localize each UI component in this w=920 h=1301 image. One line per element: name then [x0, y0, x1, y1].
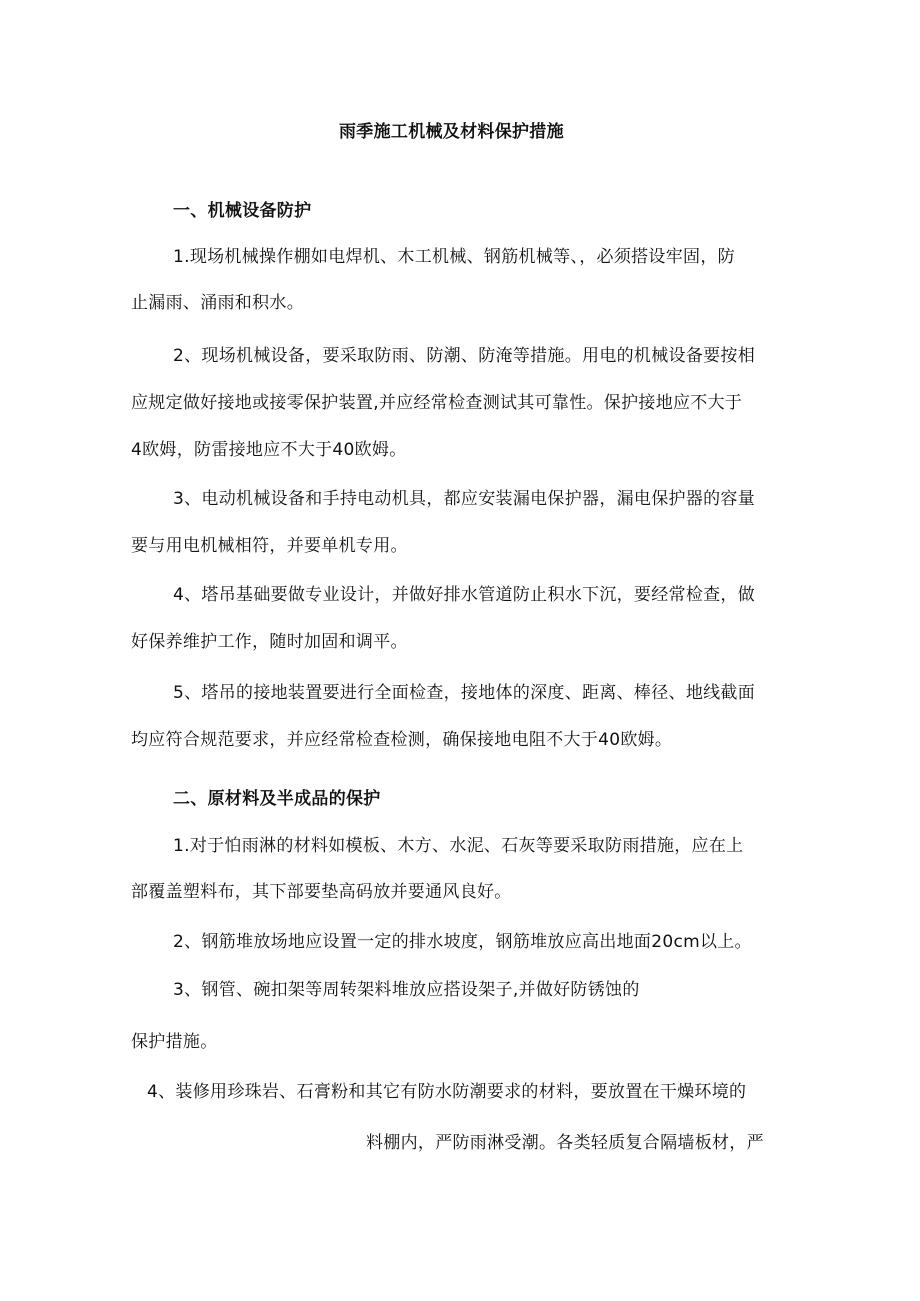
paragraph-line: 3、钢管、碗扣架等周转架料堆放应搭设架子,并做好防锈蚀的: [173, 980, 640, 1000]
paragraph-line: 2、钢筋堆放场地应设置一定的排水坡度，钢筋堆放应高出地面20cm以上。: [173, 932, 752, 952]
document-title: 雨季施工机械及材料保护措施: [339, 122, 564, 142]
paragraph-line: 部覆盖塑料布，其下部要垫高码放并要通风良好。: [131, 882, 512, 902]
paragraph-line: 4欧姆，防雷接地应不大于40欧姆。: [131, 440, 407, 460]
paragraph-line: 4、塔吊基础要做专业设计，并做好排水管道防止积水下沉，要经常检查，做: [173, 585, 756, 605]
paragraph-line: 3、电动机械设备和手持电动机具，都应安装漏电保护器，漏电保护器的容量: [173, 489, 756, 509]
section-heading-machinery: 一、机械设备防护: [173, 201, 312, 221]
paragraph-line: 1.现场机械操作棚如电焊机、木工机械、钢筋机械等、，必须搭设牢固，防: [173, 247, 735, 267]
paragraph-line: 止漏雨、涌雨和积水。: [131, 293, 304, 313]
section-heading-materials: 二、原材料及半成品的保护: [173, 789, 381, 809]
paragraph-line: 5、塔吊的接地装置要进行全面检查，接地体的深度、距离、棒径、地线截面: [173, 683, 756, 703]
paragraph-line: 2、现场机械设备，要采取防雨、防潮、防淹等措施。用电的机械设备要按相: [173, 346, 756, 366]
paragraph-line: 要与用电机械相符，并要单机专用。: [131, 536, 408, 556]
paragraph-line: 4、装修用珍珠岩、石膏粉和其它有防水防潮要求的材料，要放置在干燥环境的: [147, 1082, 747, 1102]
paragraph-line: 均应符合规范要求，并应经常检查检测，确保接地电阻不大于40欧姆。: [131, 730, 673, 750]
paragraph-line: 料棚内，严防雨淋受潮。各类轻质复合隔墙板材，严: [366, 1133, 764, 1153]
paragraph-line: 好保养维护工作，随时加固和调平。: [131, 632, 408, 652]
paragraph-line: 保护措施。: [131, 1032, 218, 1052]
paragraph-line: 1.对于怕雨淋的材料如模板、木方、水泥、石灰等要采取防雨措施，应在上: [173, 836, 744, 856]
paragraph-line: 应规定做好接地或接零保护装置,并应经常检查测试其可靠性。保护接地应不大于: [131, 393, 743, 413]
